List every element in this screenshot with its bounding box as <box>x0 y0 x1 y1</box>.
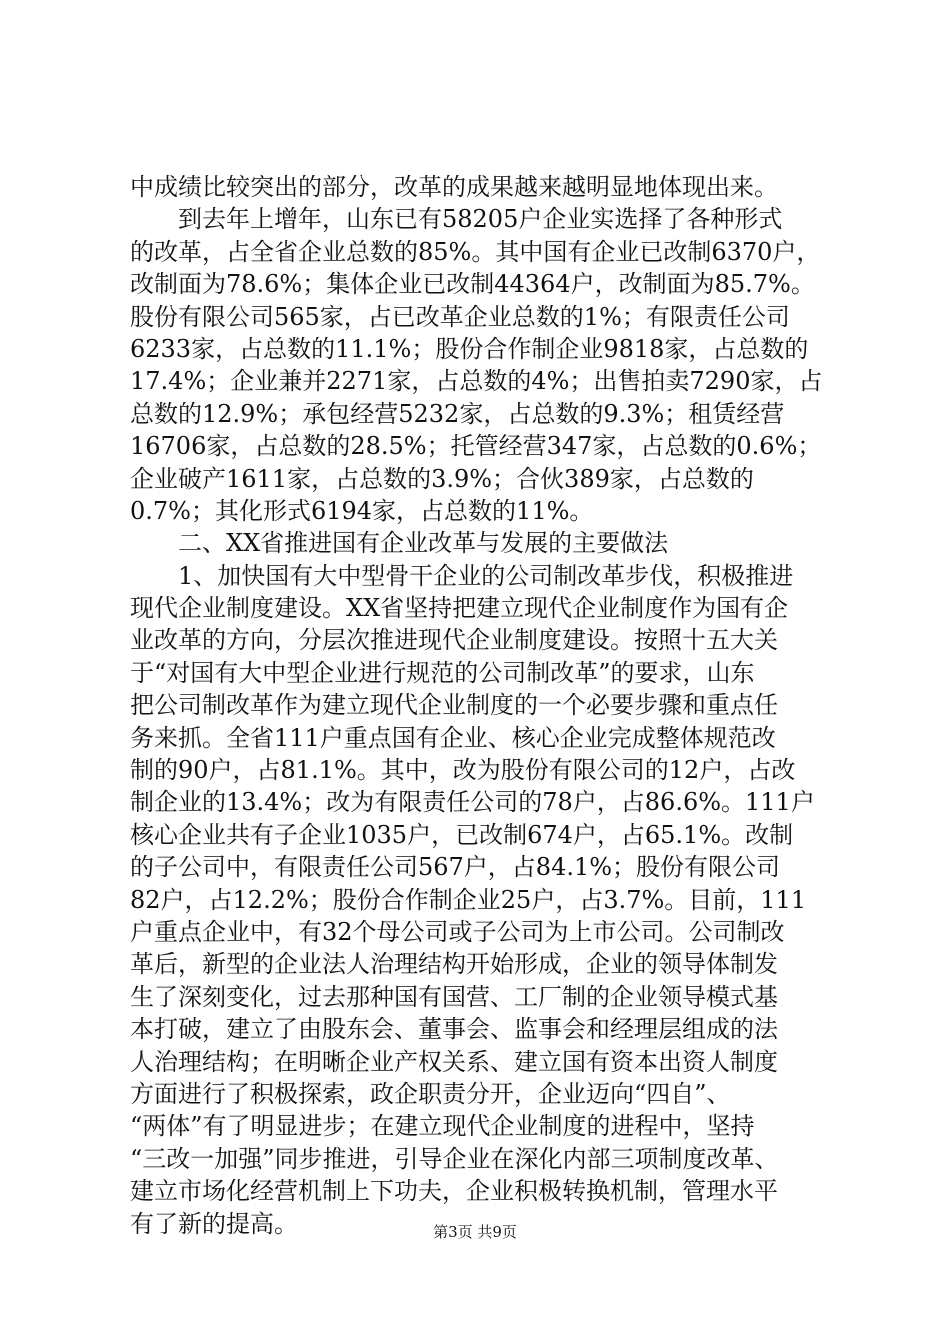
text-line: 82户，占12.2%；股份合作制企业25户，占3.7%。目前，111 <box>130 885 807 914</box>
text-line: 务来抓。全省111户重点国有企业、核心企业完成整体规范改 <box>130 723 776 752</box>
text-line: 企业破产1611家，占总数的3.9%；合伙389家，占总数的 <box>130 464 754 493</box>
text-line: 二、XX省推进国有企业改革与发展的主要做法 <box>178 529 669 558</box>
text-line: 于“对国有大中型企业进行规范的公司制改革”的要求，山东 <box>130 658 755 687</box>
text-line: 把公司制改革作为建立现代企业制度的一个必要步骤和重点任 <box>130 691 778 720</box>
text-line: 总数的12.9%；承包经营5232家，占总数的9.3%；租赁经营 <box>130 399 785 428</box>
text-line: 改制面为78.6%；集体企业已改制44364户，改制面为85.7%。 <box>130 270 815 299</box>
text-line: 制的90户，占81.1%。其中，改为股份有限公司的12户，占改 <box>130 756 796 785</box>
text-line: 户重点企业中，有32个母公司或子公司为上市公司。公司制改 <box>130 917 785 946</box>
text-line: 业改革的方向，分层次推进现代企业制度建设。按照十五大关 <box>130 626 778 655</box>
text-line: 制企业的13.4%；改为有限责任公司的78户，占86.6%。111户 <box>130 788 815 817</box>
text-line: 1、加快国有大中型骨干企业的公司制改革步伐，积极推进 <box>178 561 794 590</box>
page-number-label: 第3页 共9页 <box>433 1223 517 1241</box>
text-line: 16706家，占总数的28.5%；托管经营347家，占总数的0.6%； <box>130 432 822 461</box>
text-line: 中成绩比较突出的部分，改革的成果越来越明显地体现出来。 <box>130 173 778 201</box>
document-body <box>130 171 830 1240</box>
text-line: 本打破，建立了由股东会、董事会、监事会和经理层组成的法 <box>130 1015 778 1044</box>
text-line: 人治理结构；在明晰企业产权关系、建立国有资本出资人制度 <box>130 1047 778 1076</box>
text-line: 方面进行了积极探索，政企职责分开，企业迈向“四自”、 <box>130 1079 731 1108</box>
text-line: 有了新的提高。 <box>130 1209 298 1238</box>
text-line: 革后，新型的企业法人治理结构开始形成，企业的领导体制发 <box>130 950 778 979</box>
text-line: 现代企业制度建设。XX省坚持把建立现代企业制度作为国有企 <box>130 594 789 623</box>
text-line: “三改一加强”同步推进，引导企业在深化内部三项制度改革、 <box>130 1144 779 1173</box>
text-line: 生了深刻变化，过去那种国有国营、工厂制的企业领导模式基 <box>130 982 778 1011</box>
text-line: 的改革，占全省企业总数的85%。其中国有企业已改制6370户， <box>130 237 821 266</box>
text-line: 0.7%；其化形式6194家，占总数的11%。 <box>130 496 594 525</box>
text-line: 的子公司中，有限责任公司567户，占84.1%；股份有限公司 <box>130 853 781 882</box>
page-footer <box>0 1222 950 1242</box>
text-line: 17.4%；企业兼并2271家，占总数的4%；出售拍卖7290家，占 <box>130 367 823 396</box>
text-line: “两体”有了明显进步；在建立现代企业制度的进程中，坚持 <box>130 1112 755 1141</box>
text-line: 股份有限公司565家，占已改革企业总数的1%；有限责任公司 <box>130 302 790 331</box>
text-line: 核心企业共有子企业1035户，已改制674户，占65.1%。改制 <box>130 820 794 849</box>
text-line: 到去年上增年，山东已有58205户企业实选择了各种形式 <box>178 205 783 234</box>
text-line: 建立市场化经营机制上下功夫，企业积极转换机制，管理水平 <box>130 1177 778 1206</box>
text-line: 6233家，占总数的11.1%；股份合作制企业9818家，占总数的 <box>130 334 809 363</box>
